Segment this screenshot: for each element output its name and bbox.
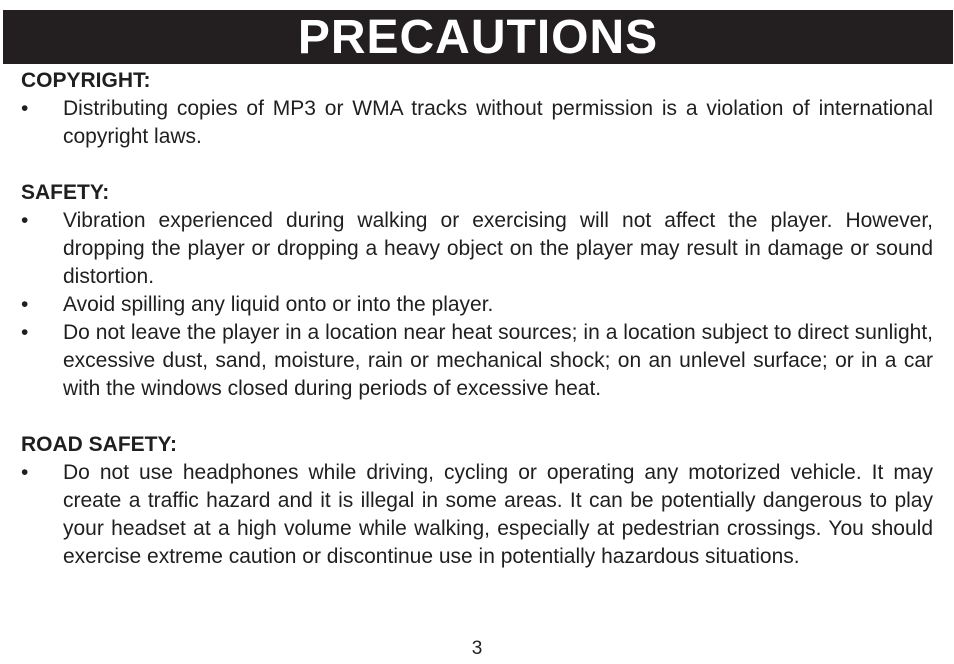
list-item (21, 291, 933, 319)
section-heading: SAFETY: (21, 181, 110, 204)
bullet-list (21, 459, 933, 571)
list-item-text: Distributing copies of MP3 or WMA tracks without permission is a violation of international copyright laws. (63, 97, 933, 148)
bullet-icon: • (21, 293, 29, 316)
list-item-text: Vibration experienced during walking or exercising will not affect the player. However, dropping the player or dropping a heavy object on the player may result in damage or sound distortion. (63, 209, 933, 288)
list-item-text: Do not use headphones while driving, cycling or operating any motorized vehicle. It may create a traffic hazard and it is illegal in some areas. It can be potentially dangerous to play your headset at a high volume while walking, especially at pedestrian crossings. You should exercise extreme caution or discontinue use in potentially hazardous situations. (63, 461, 933, 568)
precautions-content (21, 67, 933, 571)
page-title: PRECAUTIONS (297, 11, 659, 64)
list-item-text: Avoid spilling any liquid onto or into the player. (63, 293, 494, 316)
page-number: 3 (471, 638, 483, 659)
section-road-safety (21, 431, 933, 571)
section-copyright (21, 67, 933, 151)
section-heading: COPYRIGHT: (21, 69, 151, 92)
list-item (21, 319, 933, 403)
list-item-text: Do not leave the player in a location near heat sources; in a location subject to direct sunlight, excessive dust, sand, moisture, rain or mechanical shock; on an unlevel surface; or in a car with the windows closed during periods of excessive heat. (63, 321, 933, 400)
bullet-icon: • (21, 97, 29, 120)
bullet-icon: • (21, 461, 29, 484)
section-safety (21, 179, 933, 403)
section-heading: ROAD SAFETY: (21, 433, 177, 456)
list-item (21, 207, 933, 291)
bullet-icon: • (21, 209, 29, 232)
list-item (21, 459, 933, 571)
bullet-icon: • (21, 321, 29, 344)
bullet-list (21, 207, 933, 403)
title-banner (3, 10, 953, 64)
list-item (21, 95, 933, 151)
bullet-list (21, 95, 933, 151)
